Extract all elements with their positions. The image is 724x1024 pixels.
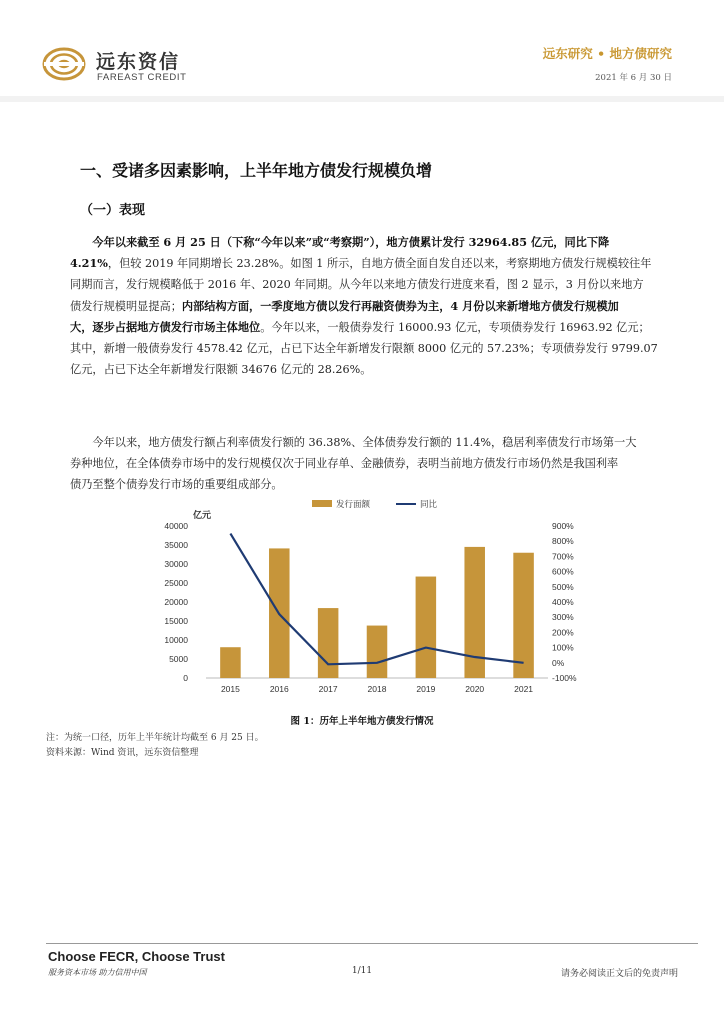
paragraph-line: 今年以来截至 6 月 25 日（下称“今年以来”或“考察期”），地方债累计发行 32964.85 亿元，同比下降 bbox=[92, 235, 610, 249]
paragraph-1 bbox=[70, 232, 658, 380]
y2-tick-label: 200% bbox=[552, 627, 574, 638]
bar-2015 bbox=[220, 647, 241, 678]
legend-label-line: 同比 bbox=[420, 499, 438, 509]
paragraph-line: 券种地位，在全体债券市场中的发行规模仅次于同业存单、金融债券，表明当前地方债发行市场仍然是我国利率 bbox=[70, 457, 619, 471]
paragraph-line: 亿元，占已下达全年新增发行限额 34676 亿元的 28.26%。 bbox=[70, 363, 372, 377]
y2-tick-label: 100% bbox=[552, 642, 574, 653]
x-tick-label: 2019 bbox=[416, 684, 436, 694]
footer-divider bbox=[46, 943, 698, 944]
x-tick-label: 2017 bbox=[318, 684, 338, 694]
y-tick-label: 10000 bbox=[164, 635, 188, 645]
figure-notes bbox=[46, 731, 264, 761]
header-tag: 远东研究 • 地方债研究 bbox=[542, 46, 672, 61]
paragraph-line: 债发行规模明显提高；内部结构方面，一季度地方债以发行再融资债券为主，4 月份以来新增地方债发行规模加 bbox=[70, 298, 619, 313]
subsection-heading: （一）表现 bbox=[80, 203, 146, 218]
x-tick-label: 2016 bbox=[269, 684, 289, 694]
footer-disclaimer: 请务必阅读正文后的免责声明 bbox=[560, 969, 678, 979]
paragraph-line: 大，逐步占据地方债发行市场主体地位。今年以来，一般债券发行 16000.93 亿元，专项债券发行 16963.92 亿元； bbox=[70, 319, 650, 334]
y-tick-label: 5000 bbox=[169, 654, 188, 664]
y2-tick-label: 500% bbox=[552, 581, 574, 592]
paragraph-line: 其中，新增一般债券发行 4578.42 亿元，占已下达全年新增发行限额 8000 亿元的 57.23%；专项债券发行 9799.07 bbox=[70, 342, 658, 356]
y2-tick-label: 900% bbox=[552, 521, 574, 531]
y2-tick-label: 800% bbox=[552, 536, 574, 547]
y2-tick-label: 400% bbox=[552, 597, 574, 607]
y2-tick-label: 0% bbox=[552, 657, 565, 668]
paragraph-2 bbox=[70, 432, 654, 496]
figure-source: 资料来源：Wind 资讯，远东资信整理 bbox=[46, 748, 199, 758]
logo-text-en: FAREAST CREDIT bbox=[97, 72, 187, 83]
figure-note: 注：为统一口径，历年上半年统计均截至 6 月 25 日。 bbox=[46, 733, 264, 743]
page-number: 1/11 bbox=[351, 966, 373, 976]
bar-2018 bbox=[367, 626, 388, 678]
y2-tick-label: 300% bbox=[552, 612, 574, 623]
y-axis-title: 亿元 bbox=[192, 510, 212, 520]
legend-swatch-bar bbox=[312, 500, 332, 507]
figure-caption: 图 1：历年上半年地方债发行情况 bbox=[290, 716, 434, 727]
issuance-chart bbox=[160, 494, 580, 694]
footer-slogan: Choose FECR, Choose Trust bbox=[48, 949, 225, 964]
x-tick-label: 2021 bbox=[514, 684, 534, 694]
y2-tick-label: 700% bbox=[552, 551, 574, 562]
y2-tick-label: 600% bbox=[552, 566, 574, 577]
y-tick-label: 35000 bbox=[164, 540, 188, 550]
legend-label-bar: 发行面额 bbox=[336, 499, 371, 509]
x-tick-label: 2020 bbox=[465, 684, 485, 694]
footer-subtitle: 服务资本市场 助力信用中国 bbox=[48, 968, 147, 977]
header-divider bbox=[0, 96, 724, 102]
y-tick-label: 20000 bbox=[164, 597, 188, 607]
y-tick-label: 30000 bbox=[164, 559, 188, 569]
y-tick-label: 0 bbox=[183, 673, 188, 683]
header-date: 2021 年 6 月 30 日 bbox=[595, 73, 672, 83]
section-heading: 一、受诸多因素影响，上半年地方债发行规模负增 bbox=[80, 161, 433, 180]
bar-2019 bbox=[416, 577, 437, 678]
bar-2021 bbox=[513, 553, 534, 678]
paragraph-line: 4.21%，但较 2019 年同期增长 23.28%。如图 1 所示，自地方债全面自发自还以来，考察期地方债发行规模较往年 bbox=[70, 256, 652, 271]
y-tick-label: 15000 bbox=[164, 616, 188, 626]
paragraph-line: 今年以来，地方债发行额占利率债发行额的 36.38%、全体债券发行额的 11.4%，稳居利率债发行市场第一大 bbox=[92, 436, 637, 449]
y-tick-label: 40000 bbox=[164, 521, 188, 531]
y-tick-label: 25000 bbox=[164, 578, 188, 588]
x-tick-label: 2018 bbox=[367, 684, 387, 694]
paragraph-line: 同期而言，发行规模略低于 2016 年、2020 年同期。从今年以来地方债发行进度来看，图 2 显示，3 月份以来地方 bbox=[70, 278, 644, 292]
bar-2017 bbox=[318, 608, 339, 678]
y2-tick-label: -100% bbox=[552, 673, 577, 683]
x-tick-label: 2015 bbox=[220, 684, 240, 694]
fareast-logo-icon bbox=[42, 46, 86, 82]
logo-text-cn: 远东资信 bbox=[96, 51, 181, 73]
paragraph-line: 债乃至整个债券发行市场的重要组成部分。 bbox=[70, 478, 283, 492]
